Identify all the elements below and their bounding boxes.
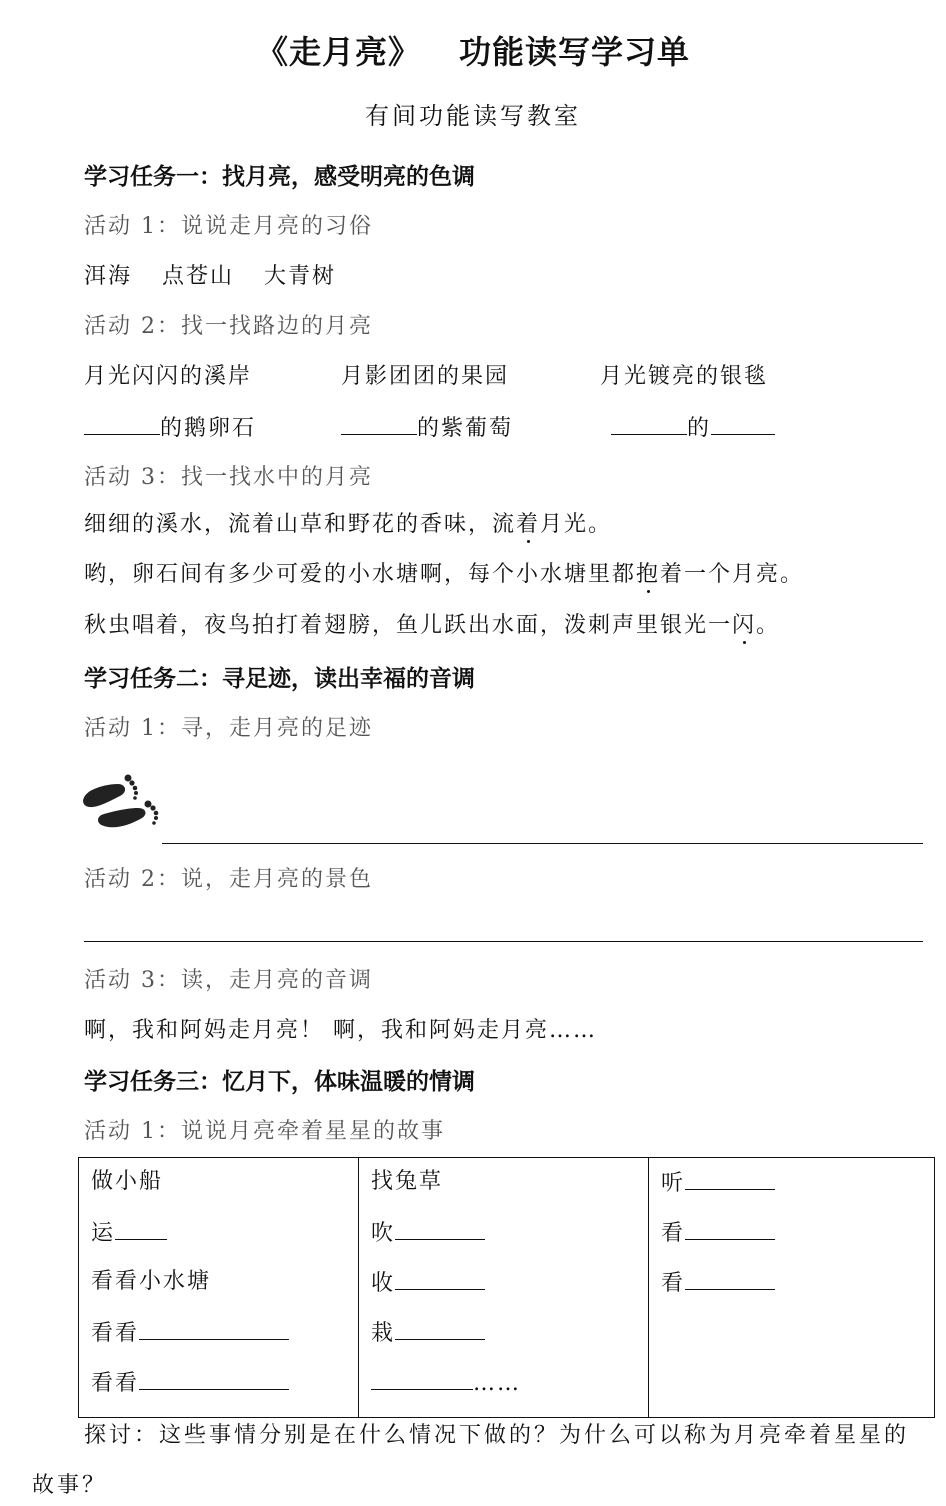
blank-field[interactable] (685, 1217, 775, 1240)
page-subtitle: 有间功能读写教室 (365, 102, 581, 130)
story-item: 看 (661, 1267, 922, 1317)
blank-field[interactable] (685, 1167, 775, 1190)
customs-row (84, 262, 336, 292)
story-item: 听 (661, 1167, 922, 1217)
moon-phrase: 月影团团的果园 (341, 364, 510, 389)
fill-blank-phrase (341, 412, 513, 444)
story-item: 看 (661, 1217, 922, 1267)
story-column (79, 1158, 359, 1418)
recitation-line: 啊，我和阿妈走月亮！ 啊，我和阿妈走月亮…… (84, 1018, 597, 1043)
story-item: 看看 (91, 1367, 346, 1417)
text-sentence: 细细的溪水，流着山草和野花的香味，流着月光。 (84, 512, 613, 537)
story-item: 做小船 (91, 1169, 164, 1194)
story-table (78, 1157, 935, 1418)
task1-activity1-label: 活动 1：说说走月亮的习俗 (84, 214, 373, 239)
blank-field[interactable] (139, 1317, 289, 1340)
story-column (649, 1158, 935, 1418)
title-worksheet-name: 功能读写学习单 (459, 33, 691, 71)
blank-field[interactable] (611, 412, 687, 435)
task2-activity1-label: 活动 1：寻，走月亮的足迹 (84, 716, 373, 741)
blank-field[interactable] (139, 1367, 289, 1390)
custom-item: 洱海 (84, 264, 133, 289)
story-item: 找兔草 (371, 1169, 444, 1194)
blank-suffix: 的鹅卵石 (160, 416, 257, 441)
text-sentence: 秋虫唱着，夜鸟拍打着翅膀，鱼儿跃出水面，泼刺声里银光一闪。 (84, 613, 781, 638)
blank-suffix: 的紫葡萄 (417, 416, 514, 441)
blank-suffix: 的 (687, 416, 712, 441)
title-book-name: 《走月亮》 (255, 33, 421, 71)
task2-activity3-label: 活动 3：读，走月亮的音调 (84, 968, 373, 993)
emphasis-char: 闪 (732, 613, 757, 638)
emphasis-char: 着 (516, 512, 541, 537)
answer-line[interactable] (162, 843, 923, 844)
task1-activity2-label: 活动 2：找一找路边的月亮 (84, 314, 373, 339)
moon-phrase: 月光闪闪的溪岸 (84, 364, 253, 389)
story-column (359, 1158, 649, 1418)
text-sentence: 哟，卵石间有多少可爱的小水塘啊，每个小水塘里都抱着一个月亮。 (84, 562, 805, 587)
task1-activity3-label: 活动 3：找一找水中的月亮 (84, 465, 373, 490)
blank-field[interactable] (371, 1367, 473, 1390)
discussion-prompt: 探讨：这些事情分别是在什么情况下做的？为什么可以称为月亮牵着星星的 (84, 1423, 910, 1448)
custom-item: 大青树 (264, 264, 337, 289)
story-item: 栽 (371, 1317, 636, 1367)
blank-field[interactable] (395, 1267, 485, 1290)
blank-field[interactable] (685, 1267, 775, 1290)
blank-field[interactable] (711, 412, 775, 435)
story-item: 运 (91, 1217, 346, 1267)
blank-field[interactable] (84, 412, 160, 435)
blank-field[interactable] (395, 1217, 485, 1240)
discussion-prompt-cont: 故事？ (32, 1473, 108, 1498)
story-item: 看看 (91, 1317, 346, 1367)
answer-line[interactable] (84, 941, 923, 942)
fill-blank-phrase (611, 412, 775, 444)
blank-field[interactable] (115, 1217, 167, 1240)
task3-activity1-label: 活动 1：说说月亮牵着星星的故事 (84, 1119, 445, 1144)
blank-field[interactable] (341, 412, 417, 435)
moon-phrase: 月光镀亮的银毯 (600, 364, 769, 389)
task3-heading: 学习任务三：忆月下，体味温暖的情调 (84, 1069, 475, 1095)
task2-heading: 学习任务二：寻足迹，读出幸福的音调 (84, 666, 475, 692)
fill-blank-phrase (84, 412, 256, 444)
story-item: 看看小水塘 (91, 1269, 212, 1294)
task2-activity2-label: 活动 2：说，走月亮的景色 (84, 867, 373, 892)
task1-heading: 学习任务一：找月亮，感受明亮的色调 (84, 164, 475, 190)
story-item: 收 (371, 1267, 636, 1317)
custom-item: 点苍山 (162, 264, 235, 289)
emphasis-char: 抱 (636, 562, 661, 587)
blank-field[interactable] (395, 1317, 485, 1340)
story-item: …… (371, 1367, 636, 1417)
footprints-icon (74, 768, 166, 836)
page-title (0, 30, 946, 74)
story-item: 吹 (371, 1217, 636, 1267)
